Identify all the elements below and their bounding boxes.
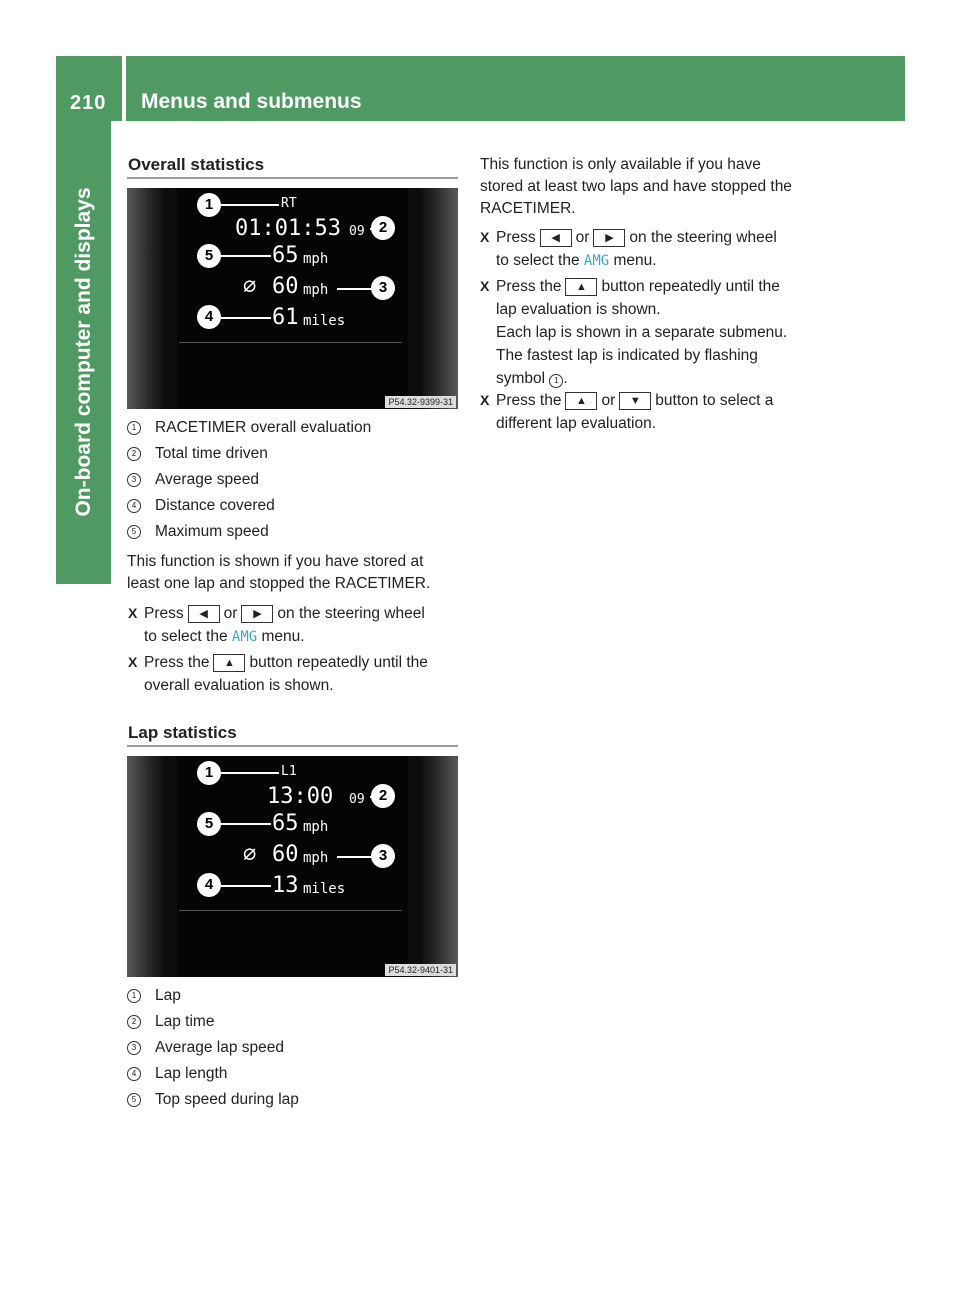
text-fragment: button to select a — [655, 392, 774, 409]
left-arrow-key-icon: ◀ — [188, 605, 220, 623]
right-arrow-key-icon: ▶ — [241, 605, 273, 623]
avg-speed: 60 — [272, 274, 299, 299]
legend-number: 2 — [127, 447, 141, 461]
text-line: Each lap is shown in a separate submenu. — [496, 324, 788, 341]
unit-mph: mph — [303, 282, 329, 298]
callout-3: 3 — [371, 276, 395, 300]
text-line: This function is only available if you have — [480, 156, 761, 173]
total-time: 01:01:53 — [235, 216, 341, 241]
legend-number: 5 — [127, 1093, 141, 1107]
legend-text: Maximum speed — [155, 523, 269, 540]
lap-step-2 — [480, 275, 841, 390]
heading-rule — [127, 745, 458, 747]
header-separator — [122, 56, 126, 121]
callout-line — [337, 288, 373, 290]
text-line: overall evaluation is shown. — [144, 677, 334, 694]
text-line: least one lap and stopped the RACETIMER. — [127, 575, 431, 592]
text-fragment: button repeatedly until the — [249, 654, 428, 671]
lap-intro — [480, 154, 820, 220]
left-arrow-key-icon: ◀ — [540, 229, 572, 247]
text-fragment: or — [223, 605, 238, 622]
legend-item — [127, 1009, 462, 1035]
legend-text: Total time driven — [155, 445, 268, 462]
avg-speed-icon: ⌀ — [243, 274, 257, 299]
distance: 61 — [272, 305, 299, 330]
lap-time: 13:00 — [267, 784, 334, 809]
legend-text: Top speed during lap — [155, 1091, 299, 1108]
legend-item — [127, 415, 462, 441]
legend-item — [127, 1035, 462, 1061]
text-line: stored at least two laps and have stopped the — [480, 178, 792, 195]
legend-item — [127, 493, 462, 519]
callout-line — [337, 856, 373, 858]
side-tab-marker — [56, 522, 111, 584]
callout-2: 2 — [371, 216, 395, 240]
legend-number: 4 — [127, 1067, 141, 1081]
max-speed: 65 — [272, 811, 299, 836]
callout-line — [221, 823, 271, 825]
text-fragment: menu. — [613, 252, 657, 269]
symbol-number: 1 — [549, 374, 563, 388]
down-arrow-key-icon: ▼ — [619, 392, 651, 410]
legend-text: RACETIMER overall evaluation — [155, 419, 372, 436]
legend-item — [127, 1061, 462, 1087]
text-fragment: or — [575, 229, 590, 246]
callout-5: 5 — [197, 812, 221, 836]
text-fragment: Press — [496, 229, 536, 246]
avg-speed-icon: ⌀ — [243, 842, 257, 867]
mode-label: L1 — [281, 764, 297, 779]
legend-text: Average lap speed — [155, 1039, 284, 1056]
right-arrow-key-icon: ▶ — [593, 229, 625, 247]
legend-text: Lap — [155, 987, 181, 1004]
text-line: lap evaluation is shown. — [496, 301, 661, 318]
up-arrow-key-icon: ▲ — [213, 654, 245, 672]
avg-speed: 60 — [272, 842, 299, 867]
callout-4: 4 — [197, 305, 221, 329]
callout-2: 2 — [371, 784, 395, 808]
heading-overall-statistics: Overall statistics — [128, 155, 265, 174]
text-fragment: or — [601, 392, 616, 409]
legend-number: 5 — [127, 525, 141, 539]
text-fragment: Press the — [496, 392, 562, 409]
distance: 13 — [272, 873, 299, 898]
text-fragment: Press — [144, 605, 184, 622]
legend-text: Lap length — [155, 1065, 228, 1082]
text-fragment: Press the — [496, 278, 562, 295]
display-divider — [179, 342, 402, 343]
callout-line — [221, 204, 279, 206]
legend-text: Average speed — [155, 471, 259, 488]
overall-display-image — [127, 188, 458, 409]
overall-step-1 — [128, 602, 479, 649]
bullet-x-icon: X — [480, 229, 490, 245]
overall-step-2 — [128, 651, 479, 697]
text-fragment: menu. — [261, 628, 305, 645]
callout-4: 4 — [197, 873, 221, 897]
unit-miles: miles — [303, 313, 346, 329]
text-line: different lap evaluation. — [496, 415, 656, 432]
text-line: RACETIMER. — [480, 200, 576, 217]
legend-text: Distance covered — [155, 497, 275, 514]
unit-mph: mph — [303, 251, 329, 267]
text-fragment: symbol — [496, 370, 546, 387]
up-arrow-key-icon: ▲ — [565, 278, 597, 296]
bezel-left — [127, 188, 163, 409]
callout-line — [221, 255, 271, 257]
bezel-right — [422, 756, 458, 977]
mode-label: RT — [281, 196, 297, 211]
lap-step-3 — [480, 389, 841, 435]
legend-number: 3 — [127, 1041, 141, 1055]
lap-display-image — [127, 756, 458, 977]
overall-legend — [127, 415, 462, 545]
legend-number: 3 — [127, 473, 141, 487]
legend-item — [127, 519, 462, 545]
text-fragment: to select the — [144, 628, 228, 645]
legend-number: 2 — [127, 1015, 141, 1029]
heading-rule — [127, 177, 458, 179]
bullet-x-icon: X — [480, 278, 490, 294]
lap-step-1 — [480, 226, 841, 273]
text-line: This function is shown if you have stored at — [127, 553, 424, 570]
time-hundredths: 09 — [349, 224, 365, 239]
callout-5: 5 — [197, 244, 221, 268]
up-arrow-key-icon: ▲ — [565, 392, 597, 410]
image-code: P54.32-9401-31 — [385, 964, 456, 976]
section-title: Menus and submenus — [141, 90, 362, 113]
unit-mph: mph — [303, 819, 329, 835]
heading-lap-statistics: Lap statistics — [128, 723, 237, 742]
callout-3: 3 — [371, 844, 395, 868]
callout-line — [221, 317, 271, 319]
callout-1: 1 — [197, 193, 221, 217]
image-code: P54.32-9399-31 — [385, 396, 456, 408]
callout-1: 1 — [197, 761, 221, 785]
time-hundredths: 09 — [349, 792, 365, 807]
legend-item — [127, 441, 462, 467]
page-number: 210 — [70, 92, 107, 114]
display-divider — [179, 910, 402, 911]
bullet-x-icon: X — [128, 605, 138, 621]
overall-intro — [127, 551, 462, 595]
amg-menu-label: AMG — [231, 629, 258, 645]
legend-text: Lap time — [155, 1013, 215, 1030]
bezel-right — [422, 188, 458, 409]
bullet-x-icon: X — [480, 392, 490, 408]
legend-number: 1 — [127, 421, 141, 435]
unit-miles: miles — [303, 881, 346, 897]
callout-line — [221, 772, 279, 774]
text-line: The fastest lap is indicated by flashing — [496, 347, 758, 364]
text-fragment: to select the — [496, 252, 580, 269]
text-fragment: button repeatedly until the — [601, 278, 780, 295]
callout-line — [221, 885, 271, 887]
text-fragment: Press the — [144, 654, 210, 671]
text-fragment: . — [563, 370, 568, 387]
lap-legend — [127, 983, 462, 1113]
legend-number: 1 — [127, 989, 141, 1003]
bezel-left — [127, 756, 163, 977]
max-speed: 65 — [272, 243, 299, 268]
text-fragment: on the steering wheel — [629, 229, 777, 246]
side-tab-label: On-board computer and displays — [72, 187, 95, 517]
legend-item — [127, 1087, 462, 1113]
legend-item — [127, 983, 462, 1009]
amg-menu-label: AMG — [583, 253, 610, 269]
legend-item — [127, 467, 462, 493]
text-fragment: on the steering wheel — [277, 605, 425, 622]
bullet-x-icon: X — [128, 654, 138, 670]
legend-number: 4 — [127, 499, 141, 513]
unit-mph: mph — [303, 850, 329, 866]
